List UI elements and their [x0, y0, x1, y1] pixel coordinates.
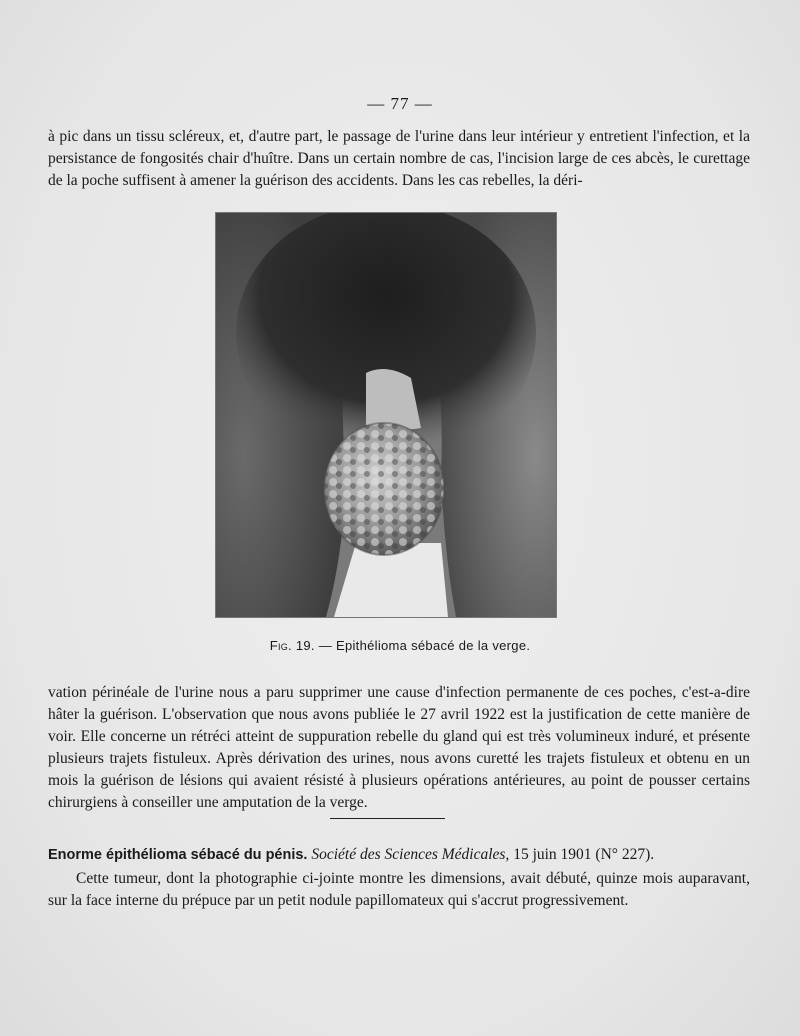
reference-details: 15 juin 1901 (N° 227).: [509, 846, 655, 863]
page-number: — 77 —: [367, 94, 433, 113]
reference-title: Enorme épithélioma sébacé du pénis.: [48, 847, 308, 863]
figure-label: Fig. 19.: [269, 638, 315, 653]
figure-caption: [0, 638, 800, 653]
figure-photograph: [215, 212, 557, 618]
paragraph-middle: vation périnéale de l'urine nous a paru supprimer une cause d'infection permanente de ces poches, c'est-a-dire hâter la guérison. L'observation que nous avons publiée le 27 avril 1922 est la justification de cette manière de voir. Elle concerne un rétréci atteint de suppuration rebelle du gland qui est très volumineux induré, et présente plusieurs trajets fistuleux. Après dérivation des urines, nous avons curetté les trajets fistuleux et obtenu en un mois la guérison de lésions qui avaient résisté à plusieurs opérations antérieures, au point de pousser certains chirurgiens à conseiller une amputation de la verge.: [48, 684, 750, 811]
figure-caption-text: — Epithélioma sébacé de la verge.: [314, 638, 531, 653]
paragraph-top: à pic dans un tissu scléreux, et, d'autre part, le passage de l'urine dans leur intérieur y entretient l'infection, et la persistance de fongosités chair d'huître. Dans un certain nombre de cas, l'incision large de ces abcès, le curettage de la poche suffisent à amener la guérison des accidents. Dans les cas rebelles, la déri-: [48, 128, 750, 189]
paragraph-bottom: Cette tumeur, dont la photographie ci-jointe montre les dimensions, avait débuté, quinze mois auparavant, sur la face interne du prépuce par un petit nodule papillomateux qui s'accrut progressivement.: [48, 870, 750, 909]
reference-journal: Société des Sciences Médicales,: [311, 846, 510, 863]
reference-line: [48, 844, 750, 866]
section-divider: [330, 818, 445, 819]
clinical-photo-illustration: [216, 213, 556, 617]
